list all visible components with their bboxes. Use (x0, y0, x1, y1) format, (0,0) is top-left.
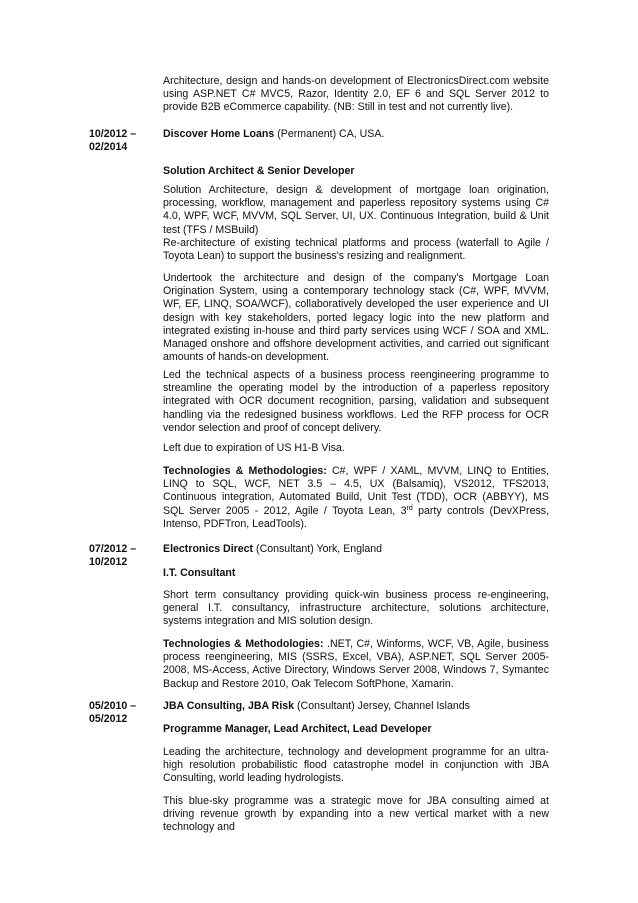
job-heading (163, 128, 549, 141)
job-dates: 05/2010 – 05/2012 (89, 700, 137, 726)
job-paragraph: Undertook the architecture and design of the company's Mortgage Loan Origination System, using a contemporary technology stack (C#, WPF, MVVM, WF, EF, LINQ, SOA/WCF), collaboratively developed the user experience and UI design with key stakeholders, ported legacy logic into the new platform and integrated existing in-house and third party services using WCF / SOA and XML. Managed onshore and offshore development activities, and carried out significant amounts of hands-on development. (163, 272, 549, 364)
technologies-paragraph (163, 465, 549, 531)
job-paragraph: Solution Architecture, design & development of mortgage loan origination, processing, workflow, management and paperless repository systems using C# 4.0, WPF, WCF, MVVM, SQL Server, UI, UX. Continuous Integration, build & Unit test (TFS / MSBuild) (163, 184, 549, 236)
job-paragraph: Re-architecture of existing technical platforms and process (waterfall to Agile / Toyota Lean) to support the business's resizing and realignment. (163, 237, 549, 263)
ordinal-suffix: rd (406, 504, 413, 512)
job-paragraph: Left due to expiration of US H1-B Visa. (163, 442, 345, 454)
job-paragraph: Short term consultancy providing quick-win business process re-engineering, general I.T. consultancy, infrastructure architecture, solutions architecture, systems integration and MIS solution design. (163, 589, 549, 628)
technologies-paragraph (163, 638, 549, 691)
company-detail: (Permanent) CA, USA. (277, 128, 385, 140)
job-paragraph: Leading the architecture, technology and development programme for an ultra-high resolution probabilistic flood catastrophe model in conjunction with JBA Consulting, world leading hydrologists. (163, 746, 549, 785)
job-role: Programme Manager, Lead Architect, Lead Developer (163, 723, 432, 735)
job-paragraph: Led the technical aspects of a business process reengineering programme to streamline the operating model by the introduction of a paperless repository integrated with OCR document recognition, parsing, validation and subsequent handling via the redesigned business workflows. Led the RFP process for OCR vendor selection and proof of concept delivery. (163, 369, 549, 434)
job-dates: 07/2012 – 10/2012 (89, 543, 137, 569)
job-paragraph: This blue-sky programme was a strategic move for JBA consulting aimed at driving revenue growth by expanding into a new vertical market with a new technology and (163, 795, 549, 834)
company-detail: (Consultant) Jersey, Channel Islands (297, 700, 470, 712)
technologies-text: .NET, C#, Winforms, WCF, VB, Agile, business process reengineering, MIS (SSRS, Excel, VBA), ASP.NET, SQL Server 2005-2008, MS-Access, Active Directory, Windows Server 2008, Windows 7, Symantec Backup and Restore 2010, Oak Telecom SoftPhone, Xamarin. (163, 638, 549, 690)
company-name: Discover Home Loans (163, 128, 275, 140)
job-dates: 10/2012 – 02/2014 (89, 128, 137, 154)
intro-paragraph: Architecture, design and hands-on development of ElectronicsDirect.com website using ASP.NET C# MVC5, Razor, Identity 2.0, EF 6 and SQL Server 2012 to provide B2B eCommerce capability. (NB: Still in test and not currently live). (163, 75, 549, 114)
company-name: JBA Consulting, JBA Risk (163, 700, 295, 712)
technologies-text: C#, WPF / XAML, MVVM, LINQ to Entities, LINQ to SQL, WCF, NET 3.5 – 4.5, UX (Balsamiq), VS2012, TFS2013, Continuous integration, Automated Build, Unit Test (TDD), OCR (ABBYY), MS SQL Server 2005 - 2012, Agile / Toyota Lean, 3 (163, 465, 549, 517)
job-role: I.T. Consultant (163, 567, 236, 579)
technologies-label: Technologies & Methodologies: (163, 638, 324, 650)
technologies-text: party controls (DevXPress, Intenso, PDFTron, LeadTools). (163, 504, 549, 530)
job-heading (163, 543, 549, 556)
job-heading (163, 700, 549, 713)
job-role: Solution Architect & Senior Developer (163, 165, 355, 177)
technologies-label: Technologies & Methodologies: (163, 465, 327, 477)
company-detail: (Consultant) York, England (256, 543, 383, 555)
company-name: Electronics Direct (163, 543, 254, 555)
